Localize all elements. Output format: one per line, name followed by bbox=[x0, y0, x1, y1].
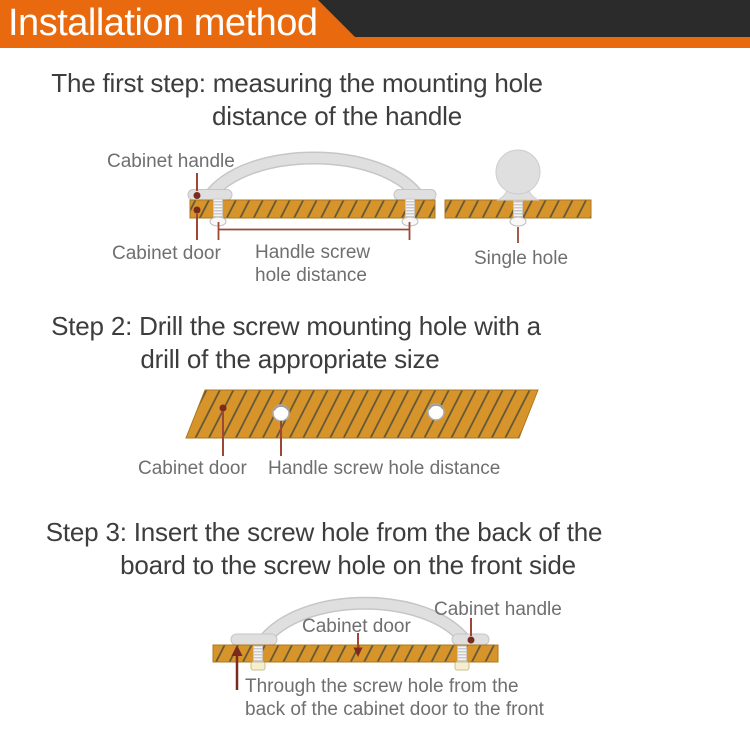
step3-heading-line1: Step 3: Insert the screw hole from the back of the bbox=[45, 517, 603, 547]
screw-right-step3 bbox=[458, 646, 467, 662]
label-through-line2-step3: back of the cabinet door to the front bbox=[245, 699, 544, 720]
screw-left-step1 bbox=[214, 199, 223, 219]
handle-right-foot bbox=[394, 190, 436, 201]
label-cabinet-door-step2: Cabinet door bbox=[138, 458, 247, 479]
screw-right-step1 bbox=[406, 199, 415, 219]
step1-heading-line1: The first step: measuring the mounting hole bbox=[51, 68, 543, 98]
screw-head-single-hole bbox=[510, 217, 526, 226]
label-through-line1-step3: Through the screw hole from the bbox=[245, 676, 519, 697]
cabinet-handle-pointer-dot-step1 bbox=[194, 192, 201, 199]
label-cabinet-handle-step3: Cabinet handle bbox=[434, 599, 562, 620]
label-screw-distance-line1-step1: Handle screw bbox=[255, 242, 371, 263]
label-cabinet-handle-step1: Cabinet handle bbox=[107, 151, 235, 172]
board-cabinet-door-step1 bbox=[190, 200, 435, 218]
step3-heading-line2: board to the screw hole on the front side bbox=[120, 550, 576, 580]
label-single-hole: Single hole bbox=[474, 248, 569, 269]
cabinet-handle-pointer-dot-step3 bbox=[468, 637, 475, 644]
step2-heading-line1: Step 2: Drill the screw mounting hole with a bbox=[51, 311, 541, 341]
cabinet-door-pointer-dot-step2 bbox=[220, 405, 227, 412]
knob-head bbox=[496, 150, 540, 194]
label-screw-distance-line2-step1: hole distance bbox=[255, 265, 367, 286]
step1-heading-line2: distance of the handle bbox=[211, 101, 462, 131]
screw-single-hole bbox=[514, 201, 523, 218]
page-title: Installation method bbox=[8, 2, 318, 44]
screw-head-left-step3 bbox=[251, 662, 265, 670]
label-cabinet-door-step3: Cabinet door bbox=[302, 616, 411, 637]
label-cabinet-door-step1: Cabinet door bbox=[112, 243, 221, 264]
handle-left-foot-step3 bbox=[231, 634, 277, 645]
step2-heading-line2: drill of the appropriate size bbox=[140, 344, 440, 374]
screw-left-step3 bbox=[254, 646, 263, 662]
board-cabinet-door-step2 bbox=[186, 390, 538, 438]
screw-head-right-step3 bbox=[455, 662, 469, 670]
cabinet-door-pointer-dot-step1 bbox=[194, 207, 201, 214]
label-screw-distance-step2: Handle screw hole distance bbox=[268, 458, 501, 479]
